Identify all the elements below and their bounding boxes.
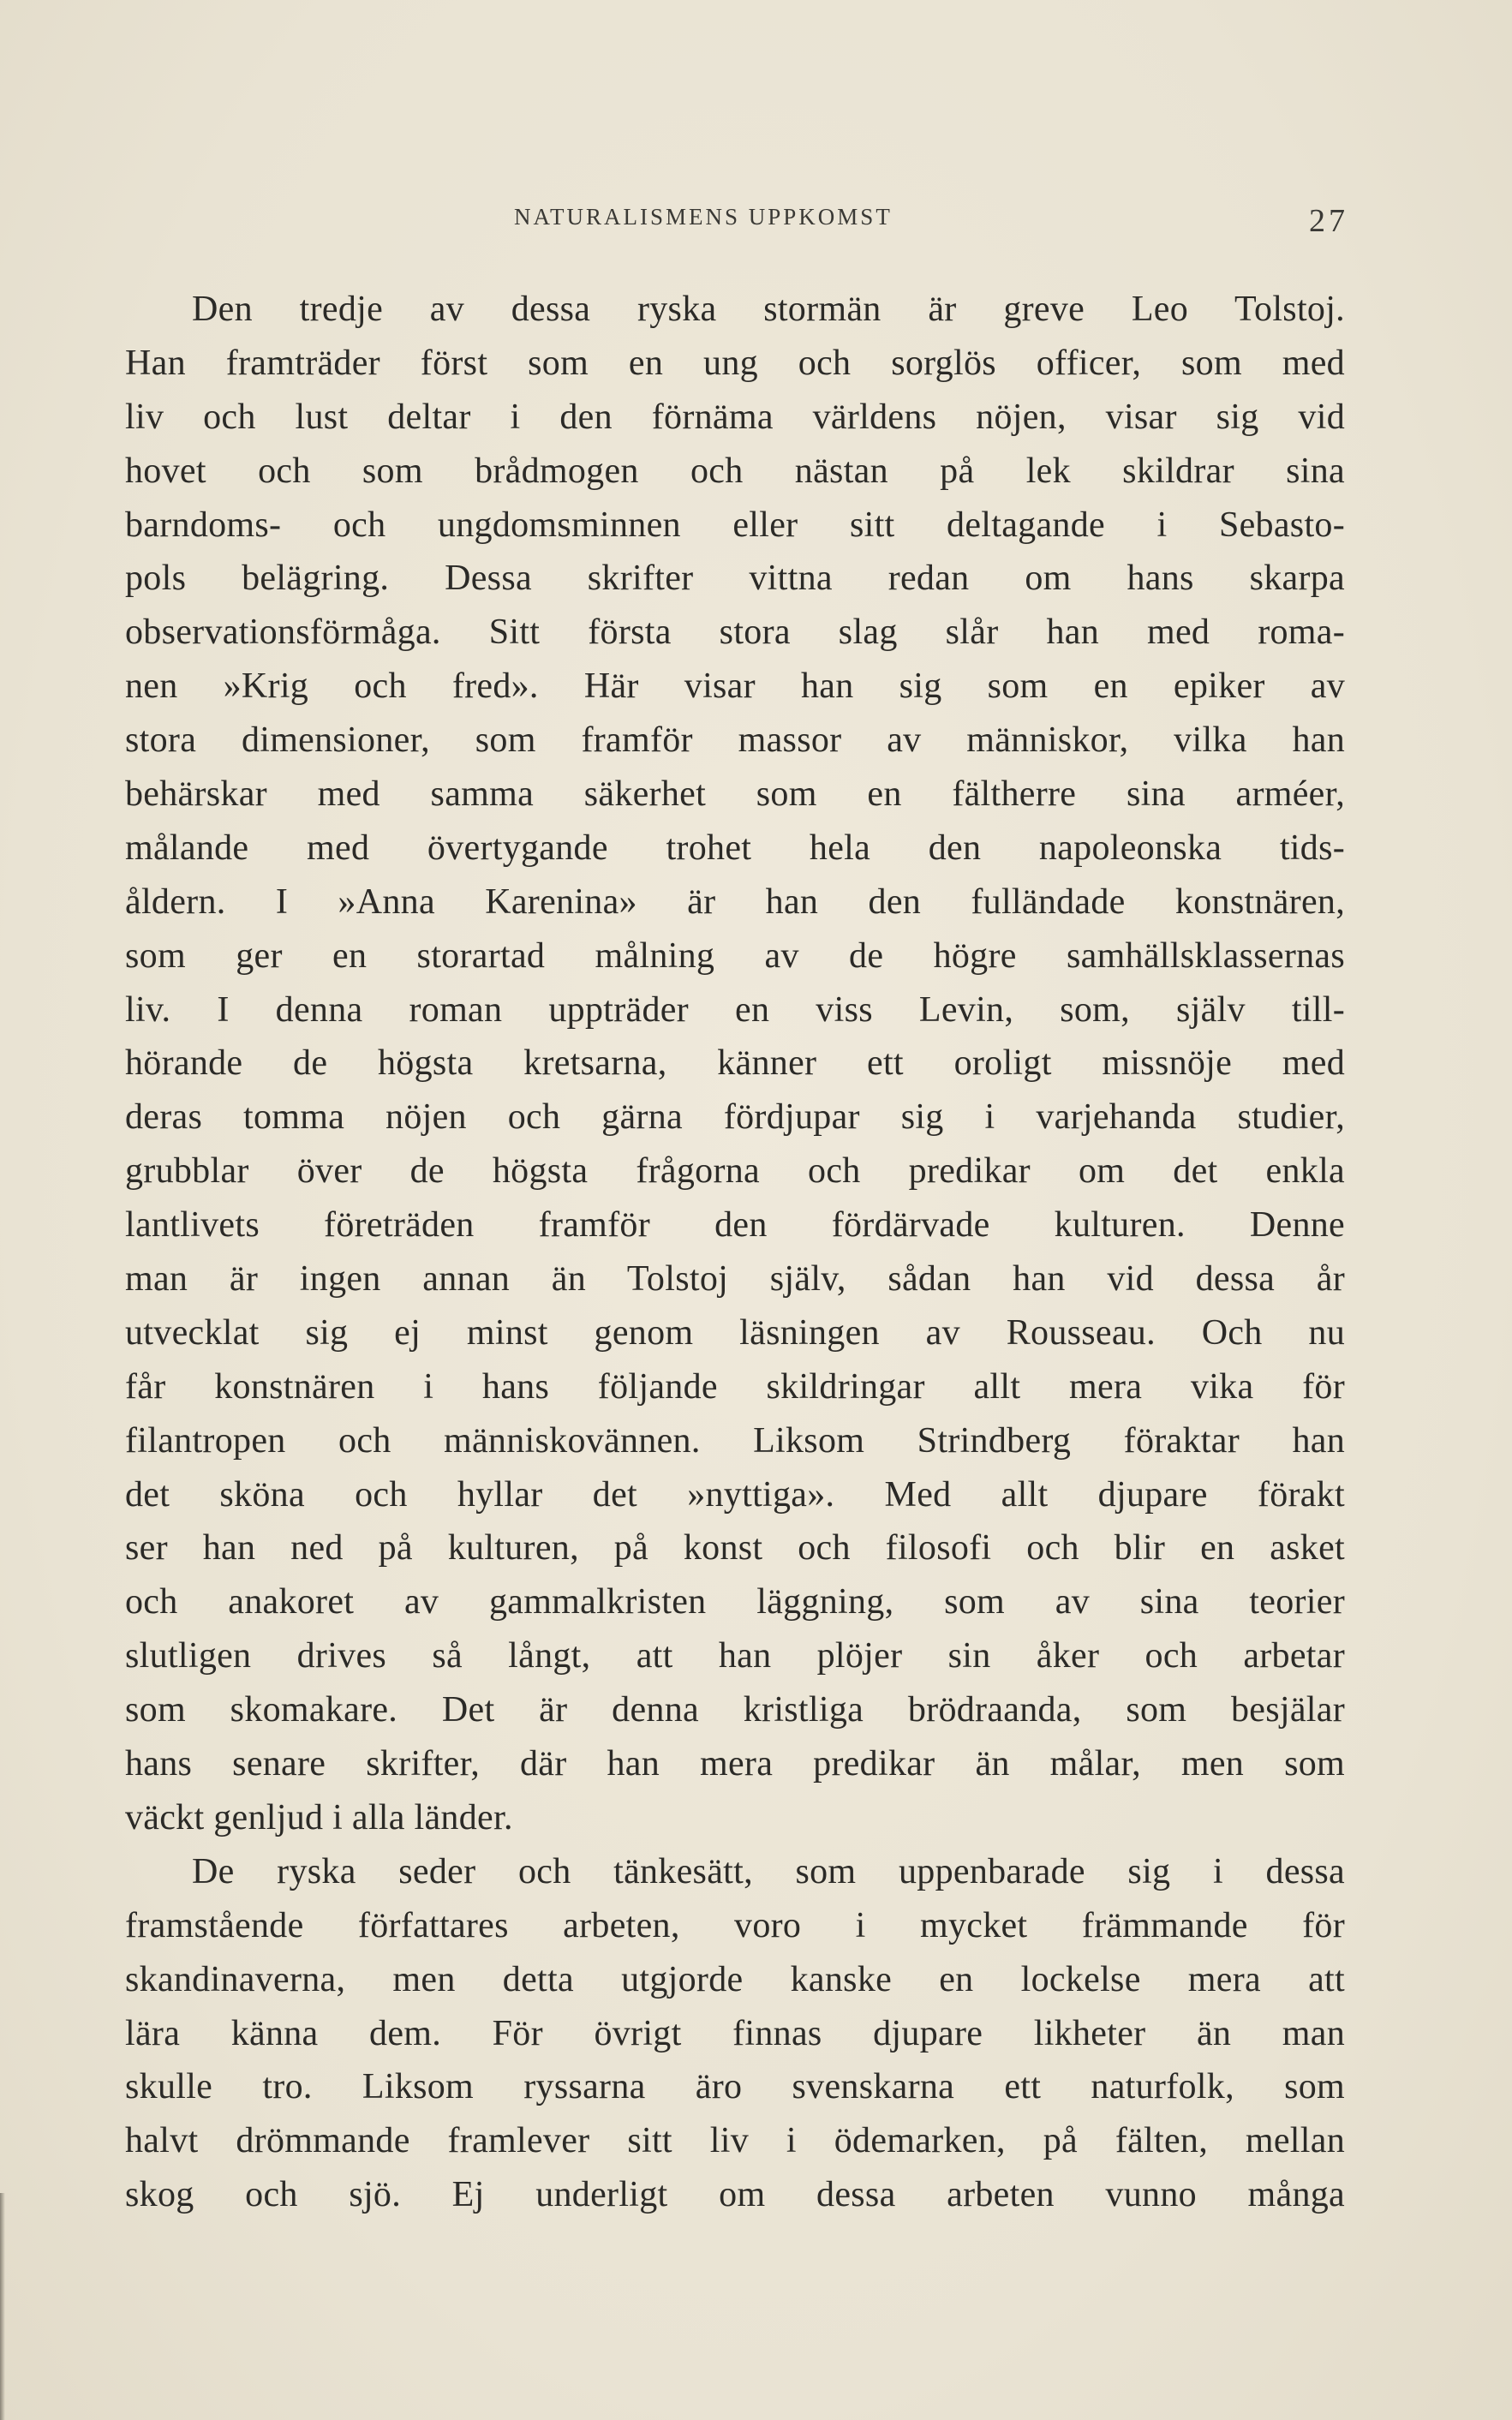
- text-line: nen »Krig och fred». Här visar han sig som en epiker av: [125, 666, 1345, 707]
- text-line: Den tredje av dessa ryska stormän är greve Leo Tolstoj.: [192, 290, 1345, 329]
- text-line: skulle tro. Liksom ryssarna äro svenskarna ett naturfolk, som: [125, 2067, 1345, 2107]
- text-line: filantropen och människovännen. Liksom Strindberg föraktar han: [125, 1420, 1345, 1461]
- text-line: ser han ned på kulturen, på konst och filosofi och blir en asket: [125, 1528, 1345, 1569]
- text-line: barndoms- och ungdomsminnen eller sitt deltagande i Sebasto-: [125, 505, 1345, 545]
- body-text: [125, 283, 1345, 2222]
- text-line: skog och sjö. Ej underligt om dessa arbeten vunno många: [125, 2175, 1345, 2215]
- text-line: hans senare skrifter, där han mera predikar än målar, men som: [125, 1744, 1345, 1784]
- text-line: behärskar med samma säkerhet som en fältherre sina arméer,: [125, 774, 1345, 815]
- text-line: utvecklat sig ej minst genom läsningen av Rousseau. Och nu: [125, 1312, 1345, 1353]
- text-line: observationsförmåga. Sitt första stora slag slår han med roma-: [125, 612, 1345, 653]
- text-line: lära känna dem. För övrigt finnas djupare likheter än man: [125, 2013, 1345, 2053]
- text-line: hörande de högsta kretsarna, känner ett oroligt missnöje med: [125, 1043, 1345, 1084]
- text-line: som skomakare. Det är denna kristliga brödraanda, som besjälar: [125, 1690, 1345, 1730]
- text-line: grubblar över de högsta frågorna och predikar om det enkla: [125, 1151, 1345, 1192]
- text-line: och anakoret av gammalkristen läggning, som av sina teorier: [125, 1582, 1345, 1622]
- text-line: lantlivets företräden framför den fördärvade kulturen. Denne: [125, 1205, 1345, 1246]
- page-edge-shadow: [0, 2193, 5, 2420]
- text-line: får konstnären i hans följande skildringar allt mera vika för: [125, 1366, 1345, 1407]
- text-line: målande med övertygande trohet hela den napoleonska tids-: [125, 828, 1345, 868]
- text-line: halvt drömmande framlever sitt liv i ödemarken, på fälten, mellan: [125, 2121, 1345, 2161]
- text-line: Han framträder först som en ung och sorglös officer, som med: [125, 343, 1345, 383]
- text-line: som ger en storartad målning av de högre samhällsklassernas: [125, 935, 1345, 976]
- text-line: väckt genljud i alla länder.: [125, 1797, 513, 1837]
- text-line: pols belägring. Dessa skrifter vittna redan om hans skarpa: [125, 559, 1345, 599]
- text-line: stora dimensioner, som framför massor av människor, vilka han: [125, 720, 1345, 761]
- text-line: framstående författares arbeten, voro i mycket främmande för: [125, 1905, 1345, 1945]
- text-line: åldern. I »Anna Karenina» är han den fulländade konstnären,: [125, 881, 1345, 922]
- text-line: hovet och som brådmogen och nästan på lek skildrar sina: [125, 451, 1345, 491]
- text-line: deras tomma nöjen och gärna fördjupar sig i varjehanda studier,: [125, 1097, 1345, 1138]
- page-header: [514, 204, 1354, 238]
- text-line: skandinaverna, men detta utgjorde kanske en lockelse mera att: [125, 1959, 1345, 1999]
- text-line: liv. I denna roman uppträder en viss Levin, som, själv till-: [125, 989, 1345, 1030]
- text-line: det sköna och hyllar det »nyttiga». Med allt djupare förakt: [125, 1474, 1345, 1515]
- text-line: man är ingen annan än Tolstoj själv, sådan han vid dessa år: [125, 1259, 1345, 1300]
- running-title: NATURALISMENS UPPKOMST: [514, 204, 893, 230]
- text-line: De ryska seder och tänkesätt, som uppenbarade sig i dessa: [192, 1851, 1345, 1891]
- text-line: slutligen drives så långt, att han plöjer sin åker och arbetar: [125, 1636, 1345, 1676]
- text-line: liv och lust deltar i den förnäma världens nöjen, visar sig vid: [125, 397, 1345, 437]
- page-number: 27: [1309, 203, 1348, 239]
